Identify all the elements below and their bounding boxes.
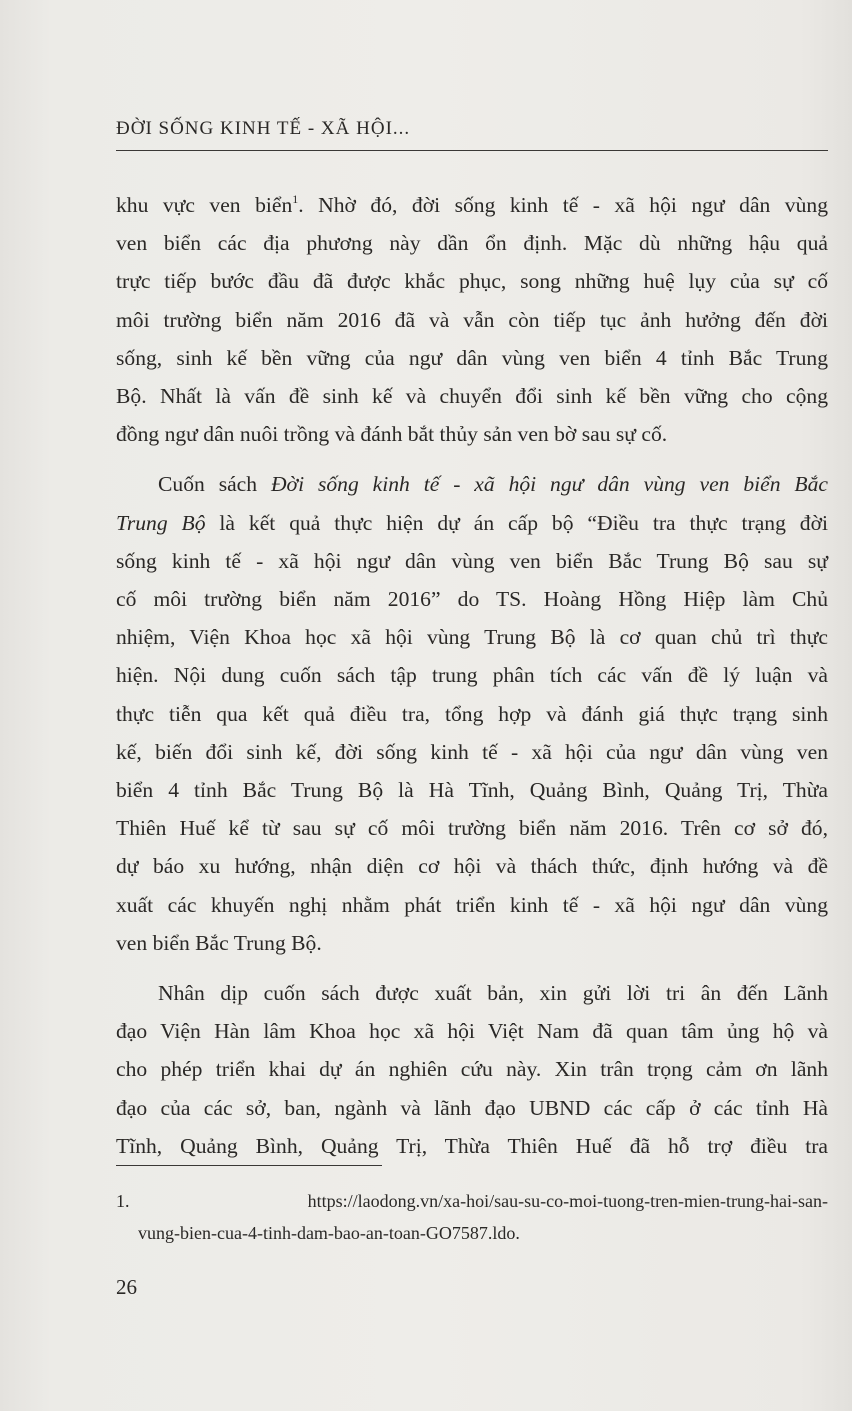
- paragraph-line: ven biển các địa phương này dần ổn định. Mặc dù những hậu quả: [116, 231, 828, 256]
- paragraph-line: hiện. Nội dung cuốn sách tập trung phân tích các vấn đề lý luận và: [116, 663, 828, 688]
- page-number: 26: [116, 1275, 137, 1299]
- paragraph-line: Tĩnh, Quảng Bình, Quảng Trị, Thừa Thiên Huế đã hỗ trợ điều tra: [116, 1133, 828, 1158]
- paragraph-line: Trung Bộ là kết quả thực hiện dự án cấp bộ “Điều tra thực trạng đời: [116, 510, 828, 535]
- paragraph-line: Nhân dịp cuốn sách được xuất bản, xin gửi lời tri ân đến Lãnh: [158, 981, 828, 1006]
- paragraph-line: cho phép triển khai dự án nghiên cứu này. Xin trân trọng cảm ơn lãnh: [116, 1057, 828, 1082]
- paragraph-line: ven biển Bắc Trung Bộ.: [116, 930, 322, 955]
- paragraph-line: đồng ngư dân nuôi trồng và đánh bắt thủy sản ven bờ sau sự cố.: [116, 422, 668, 447]
- footnote-rule: [116, 1165, 382, 1166]
- paragraph-line: đạo Viện Hàn lâm Khoa học xã hội Việt Nam đã quan tâm ủng hộ và: [116, 1019, 828, 1044]
- paragraph-1: [116, 186, 828, 453]
- paragraph-line: sống kinh tế - xã hội ngư dân vùng ven biển Bắc Trung Bộ sau sự: [116, 548, 828, 573]
- paragraph-line: dự báo xu hướng, nhận diện cơ hội và thách thức, định hướng và đề: [116, 854, 828, 879]
- paragraph-line: nhiệm, Viện Khoa học xã hội vùng Trung Bộ là cơ quan chủ trì thực: [116, 625, 828, 650]
- body-text: [116, 186, 828, 1165]
- paragraph-line: đạo của các sở, ban, ngành và lãnh đạo UBND các cấp ở các tỉnh Hà: [116, 1095, 828, 1120]
- paragraph-line: cố môi trường biển năm 2016” do TS. Hoàng Hồng Hiệp làm Chủ: [116, 587, 828, 612]
- footnote-link[interactable]: 1. https://laodong.vn/xa-hoi/sau-su-co-moi-tuong-tren-mien-trung-hai-san-: [116, 1191, 828, 1211]
- running-head: ĐỜI SỐNG KINH TẾ - XÃ HỘI...: [116, 118, 411, 139]
- paragraph-line: kế, biến đổi sinh kế, đời sống kinh tế - xã hội của ngư dân vùng ven: [116, 739, 828, 764]
- paragraph-line: Thiên Huế kể từ sau sự cố môi trường biển năm 2016. Trên cơ sở đó,: [116, 816, 828, 841]
- paragraph-line: biển 4 tỉnh Bắc Trung Bộ là Hà Tĩnh, Quảng Bình, Quảng Trị, Thừa: [116, 778, 828, 803]
- paragraph-line: sống, sinh kế bền vững của ngư dân vùng ven biển 4 tỉnh Bắc Trung: [116, 345, 828, 370]
- book-title: Đời sống kinh tế - xã hội ngư dân vùng ven biển Bắc: [270, 472, 828, 497]
- paragraph-line: môi trường biển năm 2016 đã và vẫn còn tiếp tục ảnh hưởng đến đời: [116, 307, 828, 332]
- paragraph-line: xuất các khuyến nghị nhằm phát triển kinh tế - xã hội ngư dân vùng: [116, 892, 828, 917]
- book-title: Trung Bộ: [116, 510, 206, 535]
- footnote: [116, 1185, 828, 1249]
- paragraph-3: [116, 974, 828, 1165]
- footnote-ref[interactable]: 1: [292, 192, 299, 206]
- paragraph-line: trực tiếp bước đầu đã được khắc phục, song những huệ lụy của sự cố: [116, 269, 828, 294]
- paragraph-line: khu vực ven biển$^1$. Nhờ đó, đời sống kinh tế - xã hội ngư dân vùng: [116, 192, 828, 217]
- header-rule: [116, 150, 828, 151]
- paragraph-line: thực tiễn qua kết quả điều tra, tổng hợp và đánh giá thực trạng sinh: [116, 701, 828, 726]
- paragraph-line: Cuốn sách Đời sống kinh tế - xã hội ngư dân vùng ven biển Bắc: [158, 472, 828, 497]
- paragraph-2: [116, 465, 828, 962]
- paragraph-line: Bộ. Nhất là vấn đề sinh kế và chuyển đổi sinh kế bền vững cho cộng: [116, 384, 828, 409]
- footnote-link-continued[interactable]: vung-bien-cua-4-tinh-dam-bao-an-toan-GO7587.ldo.: [138, 1223, 520, 1243]
